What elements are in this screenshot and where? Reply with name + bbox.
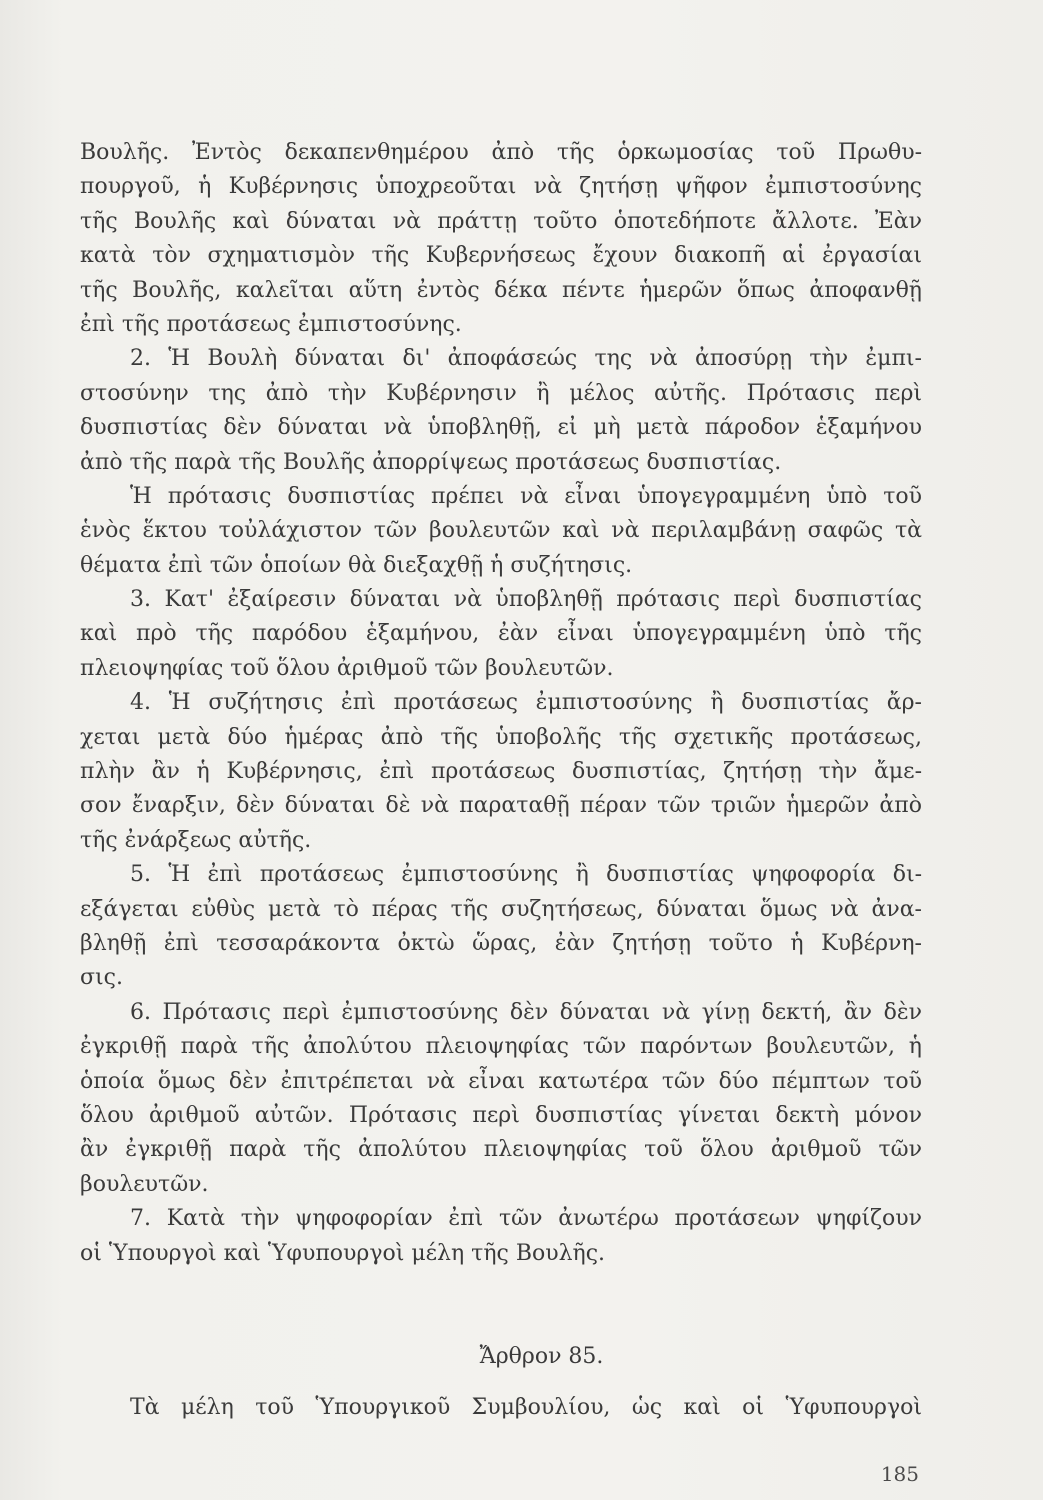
- article-84-body: [80, 136, 922, 1271]
- text-line: θέματα ἐπὶ τῶν ὁποίων θὰ διεξαχθῇ ἡ συζήτησις.: [80, 552, 633, 578]
- text-line: χεται μετὰ δύο ἡμέρας ἀπὸ τῆς ὑποβολῆς τῆς σχετικῆς προτάσεως,: [80, 724, 922, 750]
- text-line: τῆς Βουλῆς καὶ δύναται νὰ πράττῃ τοῦτο ὁποτεδήποτε ἄλλοτε. Ἐὰν: [80, 208, 922, 234]
- text-line: ὅλου ἀριθμοῦ αὐτῶν. Πρότασις περὶ δυσπιστίας γίνεται δεκτὴ μόνον: [80, 1102, 922, 1128]
- article-heading: Ἄρθρον 85.: [479, 1344, 604, 1369]
- text-line: σις.: [80, 965, 123, 991]
- text-line: Ἡ πρότασις δυσπιστίας πρέπει νὰ εἶναι ὑπογεγραμμένη ὑπὸ τοῦ: [130, 483, 922, 509]
- text-line: 6. Πρότασις περὶ ἐμπιστοσύνης δὲν δύναται νὰ γίνῃ δεκτή, ἂν δὲν: [130, 999, 922, 1025]
- text-line: ἂν ἐγκριθῇ παρὰ τῆς ἀπολύτου πλειοψηφίας τοῦ ὅλου ἀριθμοῦ τῶν: [80, 1137, 922, 1163]
- text-line: 7. Κατὰ τὴν ψηφοφορίαν ἐπὶ τῶν ἀνωτέρω προτάσεων ψηφίζουν: [130, 1206, 922, 1232]
- text-line: σον ἔναρξιν, δὲν δύναται δὲ νὰ παραταθῇ πέραν τῶν τριῶν ἡμερῶν ἀπὸ: [80, 793, 922, 819]
- text-line: ἀπὸ τῆς παρὰ τῆς Βουλῆς ἀπορρίψεως προτάσεως δυσπιστίας.: [80, 449, 782, 475]
- text-line: 5. Ἡ ἐπὶ προτάσεως ἐμπιστοσύνης ἢ δυσπιστίας ψηφοφορία δι-: [130, 862, 922, 888]
- article-85-first-line: Τὰ μέλη τοῦ Ὑπουργικοῦ Συμβουλίου, ὡς καὶ οἱ Ὑφυπουργοὶ: [130, 1395, 922, 1420]
- text-line: κατὰ τὸν σχηματισμὸν τῆς Κυβερνήσεως ἔχουν διακοπῆ αἱ ἐργασίαι: [80, 243, 922, 269]
- text-line: στοσύνην της ἀπὸ τὴν Κυβέρνησιν ἢ μέλος αὐτῆς. Πρότασις περὶ: [80, 380, 922, 406]
- text-line: τῆς Βουλῆς, καλεῖται αὕτη ἐντὸς δέκα πέντε ἡμερῶν ὅπως ἀποφανθῇ: [80, 277, 922, 303]
- text-line: τῆς ἐνάρξεως αὐτῆς.: [80, 827, 312, 853]
- text-line: εξάγεται εὐθὺς μετὰ τὸ πέρας τῆς συζητήσεως, δύναται ὅμως νὰ ἀνα-: [80, 896, 922, 922]
- text-line: 3. Κατ' ἐξαίρεσιν δύναται νὰ ὑποβληθῇ πρότασις περὶ δυσπιστίας: [130, 587, 922, 613]
- text-line: Βουλῆς. Ἐντὸς δεκαπενθημέρου ἀπὸ τῆς ὁρκωμοσίας τοῦ Πρωθυ-: [80, 140, 922, 165]
- text-line: δυσπιστίας δὲν δύναται νὰ ὑποβληθῇ, εἰ μὴ μετὰ πάροδον ἑξαμήνου: [80, 415, 922, 441]
- text-line: πουργοῦ, ἡ Κυβέρνησις ὑποχρεοῦται νὰ ζητήσῃ ψῆφον ἐμπιστοσύνης: [80, 174, 922, 200]
- page-number: 185: [880, 1462, 919, 1486]
- text-line: ὁποία ὅμως δὲν ἐπιτρέπεται νὰ εἶναι κατωτέρα τῶν δύο πέμπτων τοῦ: [80, 1068, 922, 1094]
- text-line: πλὴν ἂν ἡ Κυβέρνησις, ἐπὶ προτάσεως δυσπιστίας, ζητήσῃ τὴν ἄμε-: [80, 759, 922, 785]
- text-line: ἑνὸς ἕκτου τοὐλάχιστον τῶν βουλευτῶν καὶ νὰ περιλαμβάνῃ σαφῶς τὰ: [80, 518, 922, 544]
- text-line: ἐγκριθῇ παρὰ τῆς ἀπολύτου πλειοψηφίας τῶν παρόντων βουλευτῶν, ἡ: [80, 1034, 922, 1060]
- text-line: οἱ Ὑπουργοὶ καὶ Ὑφυπουργοὶ μέλη τῆς Βουλῆς.: [80, 1240, 606, 1266]
- text-line: 4. Ἡ συζήτησις ἐπὶ προτάσεως ἐμπιστοσύνης ἢ δυσπιστίας ἄρ-: [130, 690, 922, 716]
- text-line: πλειοψηφίας τοῦ ὅλου ἀριθμοῦ τῶν βουλευτῶν.: [80, 655, 614, 681]
- text-line: 2. Ἡ Βουλὴ δύναται δι' ἀποφάσεώς της νὰ ἀποσύρῃ τὴν ἐμπι-: [130, 346, 922, 372]
- text-line: βουλευτῶν.: [80, 1171, 209, 1197]
- text-line: βληθῇ ἐπὶ τεσσαράκοντα ὀκτὼ ὥρας, ἐὰν ζητήσῃ τοῦτο ἡ Κυβέρνη-: [80, 930, 922, 956]
- text-line: καὶ πρὸ τῆς παρόδου ἑξαμήνου, ἐὰν εἶναι ὑπογεγραμμένη ὑπὸ τῆς: [80, 621, 922, 647]
- text-line: ἐπὶ τῆς προτάσεως ἐμπιστοσύνης.: [80, 311, 462, 337]
